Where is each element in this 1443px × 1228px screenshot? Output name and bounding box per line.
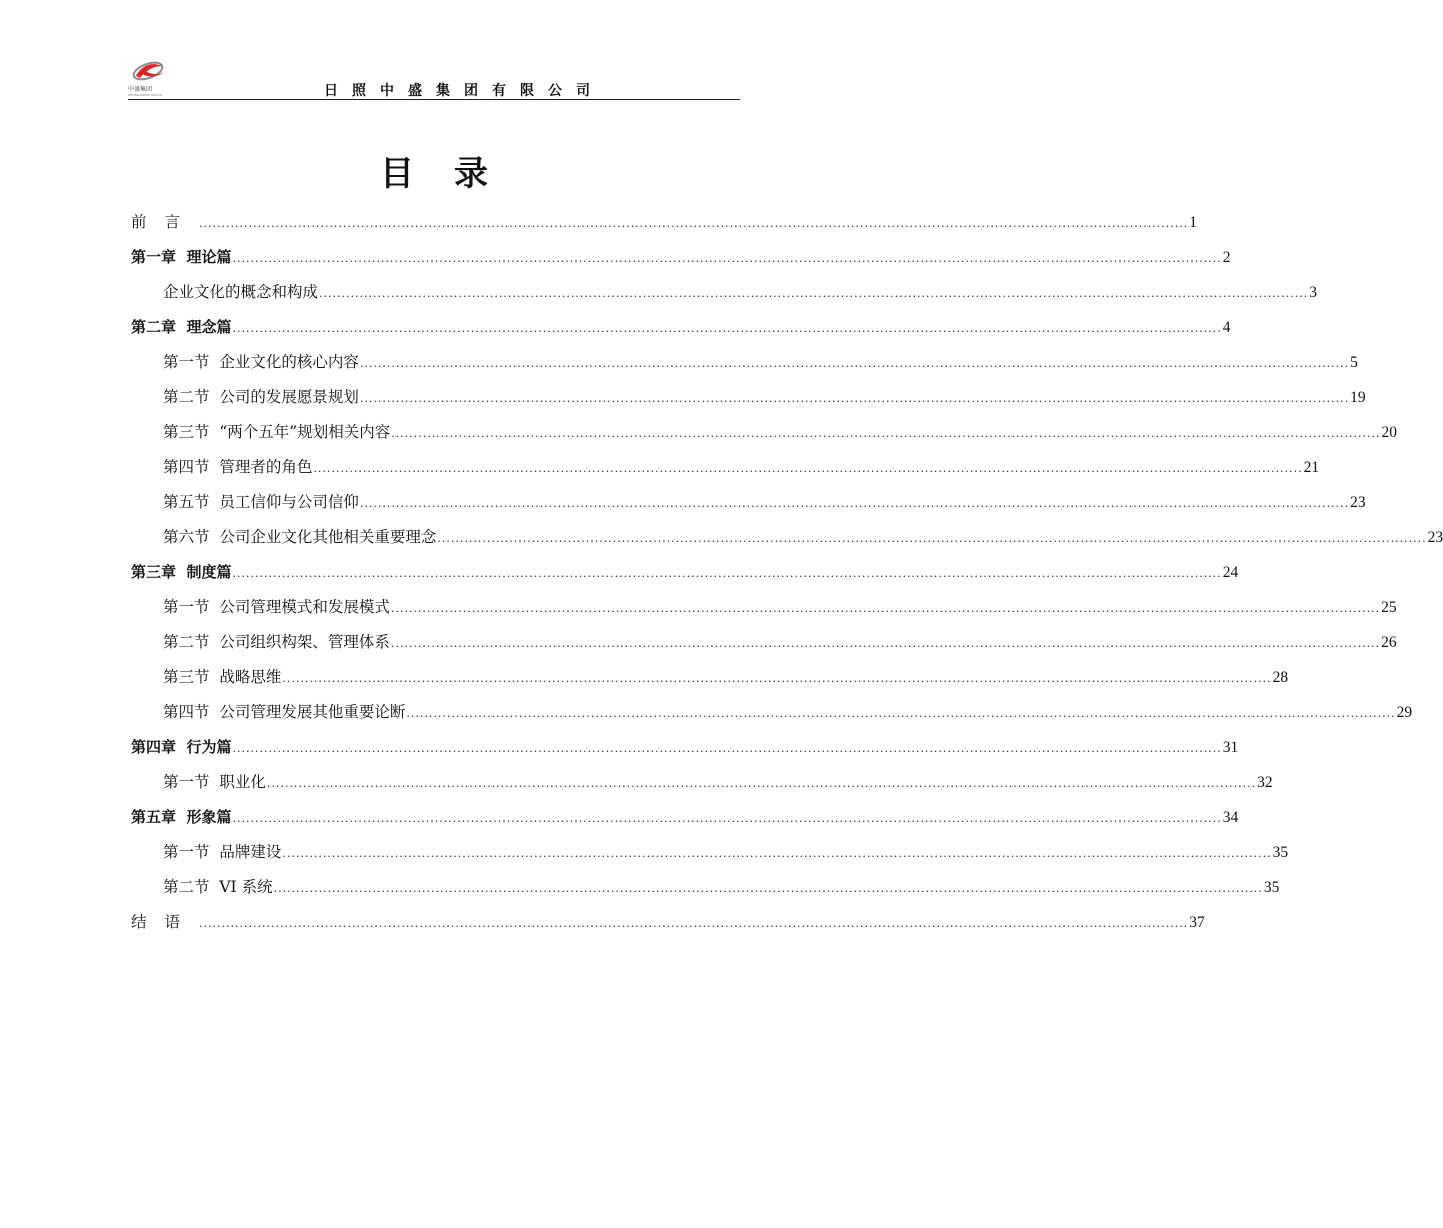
toc-entry[interactable] [131,660,1289,695]
toc-dot-leader: ............................................................................................................................................................................................................................ [313,462,1303,475]
toc-entry[interactable] [131,625,1397,660]
toc-entry-page: 20 [1381,424,1397,441]
toc-entry-page: 3 [1309,284,1318,301]
toc-dot-leader: ............................................................................................................................................................................................................................ [232,567,1222,580]
table-of-contents [131,205,1443,940]
toc-entry[interactable] [131,310,1231,345]
toc-entry-label: 结语 [131,913,199,931]
company-name: 日照中盛集团有限公司 [324,83,604,99]
toc-entry-page: 2 [1222,249,1231,266]
toc-entry-page: 25 [1381,599,1397,616]
toc-entry-label: 第三节 战略思维 [163,668,282,686]
toc-entry-label: 第五节 员工信仰与公司信仰 [163,493,359,511]
toc-dot-leader: ............................................................................................................................................................................................................................ [390,602,1381,615]
toc-entry-page: 29 [1396,704,1413,721]
toc-entry-label: 第六节 公司企业文化其他相关重要理念 [163,528,437,546]
toc-entry[interactable] [131,555,1239,590]
toc-entry-label: 第二节 公司的发展愿景规划 [163,388,359,406]
toc-entry-label: 企业文化的概念和构成 [163,283,319,301]
toc-entry[interactable] [131,695,1413,730]
toc-entry-page: 35 [1272,844,1289,861]
toc-entry-label: 第一节 品牌建设 [163,843,282,861]
toc-entry-page: 23 [1427,529,1443,546]
toc-entry-page: 19 [1350,389,1366,406]
toc-entry-page: 28 [1272,669,1289,686]
toc-entry-label: 第二节 VI 系统 [163,878,273,896]
toc-entry-label: 第三章 制度篇 [131,563,232,581]
toc-dot-leader: ............................................................................................................................................................................................................................ [437,532,1427,545]
toc-entry[interactable] [131,485,1366,520]
toc-dot-leader: ............................................................................................................................................................................................................................ [406,707,1396,720]
toc-dot-leader: ............................................................................................................................................................................................................................ [273,882,1263,895]
toc-entry-page: 35 [1263,879,1280,896]
page-header [128,56,740,100]
toc-entry-page: 23 [1350,494,1366,511]
toc-entry-page: 1 [1189,214,1198,231]
logo-text: 中盛集团 [128,86,153,93]
toc-entry-page: 24 [1222,564,1239,581]
toc-entry[interactable] [131,240,1231,275]
toc-entry[interactable] [131,345,1358,380]
toc-dot-leader: ............................................................................................................................................................................................................................ [232,322,1222,335]
toc-entry[interactable] [131,520,1443,555]
toc-dot-leader: ............................................................................................................................................................................................................................ [391,427,1381,440]
toc-entry-page: 5 [1350,354,1358,371]
toc-entry-page: 31 [1222,739,1239,756]
toc-dot-leader: ............................................................................................................................................................................................................................ [232,812,1222,825]
toc-dot-leader: ............................................................................................................................................................................................................................ [199,917,1189,930]
toc-entry-label: 第四节 管理者的角色 [163,458,313,476]
toc-dot-leader: ............................................................................................................................................................................................................................ [232,742,1222,755]
toc-entry-page: 37 [1189,914,1205,931]
toc-entry-label: 第五章 形象篇 [131,808,232,826]
toc-entry-page: 4 [1222,319,1231,336]
toc-entry-page: 34 [1222,809,1239,826]
toc-entry-label: 第三节 “两个五年”规划相关内容 [163,423,391,441]
toc-entry[interactable] [131,765,1273,800]
toc-dot-leader: ............................................................................................................................................................................................................................ [359,497,1350,510]
page-title: 目录 [380,154,528,194]
toc-dot-leader: ............................................................................................................................................................................................................................ [390,637,1381,650]
toc-entry[interactable] [131,835,1289,870]
toc-dot-leader: ............................................................................................................................................................................................................................ [232,252,1222,265]
toc-entry[interactable] [131,380,1366,415]
toc-dot-leader: ............................................................................................................................................................................................................................ [319,287,1309,300]
toc-dot-leader: ............................................................................................................................................................................................................................ [282,672,1272,685]
toc-entry-page: 26 [1381,634,1397,651]
toc-entry[interactable] [131,275,1318,310]
toc-entry[interactable] [131,800,1239,835]
toc-entry-label: 前言 [131,213,199,231]
toc-entry-label: 第一节 公司管理模式和发展模式 [163,598,390,616]
toc-entry-label: 第四章 行为篇 [131,738,232,756]
toc-entry[interactable] [131,870,1280,905]
toc-entry-page: 21 [1303,459,1320,476]
toc-dot-leader: ............................................................................................................................................................................................................................ [359,392,1350,405]
toc-entry-label: 第二节 公司组织构架、管理体系 [163,633,390,651]
toc-entry[interactable] [131,590,1397,625]
toc-entry[interactable] [131,450,1320,485]
toc-entry[interactable] [131,905,1205,940]
toc-entry-label: 第二章 理念篇 [131,318,232,336]
toc-entry[interactable] [131,730,1239,765]
toc-dot-leader: ............................................................................................................................................................................................................................ [199,217,1189,230]
toc-entry-label: 第四节 公司管理发展其他重要论断 [163,703,406,721]
toc-dot-leader: ............................................................................................................................................................................................................................ [359,357,1350,370]
toc-entry-label: 第一节 企业文化的核心内容 [163,353,359,371]
logo-subtext: ZHONGSHENG GROUP [128,93,162,97]
toc-dot-leader: ............................................................................................................................................................................................................................ [282,847,1272,860]
toc-entry[interactable] [131,415,1397,450]
header-divider [128,99,740,100]
toc-dot-leader: ............................................................................................................................................................................................................................ [266,777,1257,790]
toc-entry-label: 第一章 理论篇 [131,248,232,266]
toc-entry[interactable] [131,205,1198,240]
toc-entry-page: 32 [1257,774,1273,791]
toc-entry-label: 第一节 职业化 [163,773,266,791]
